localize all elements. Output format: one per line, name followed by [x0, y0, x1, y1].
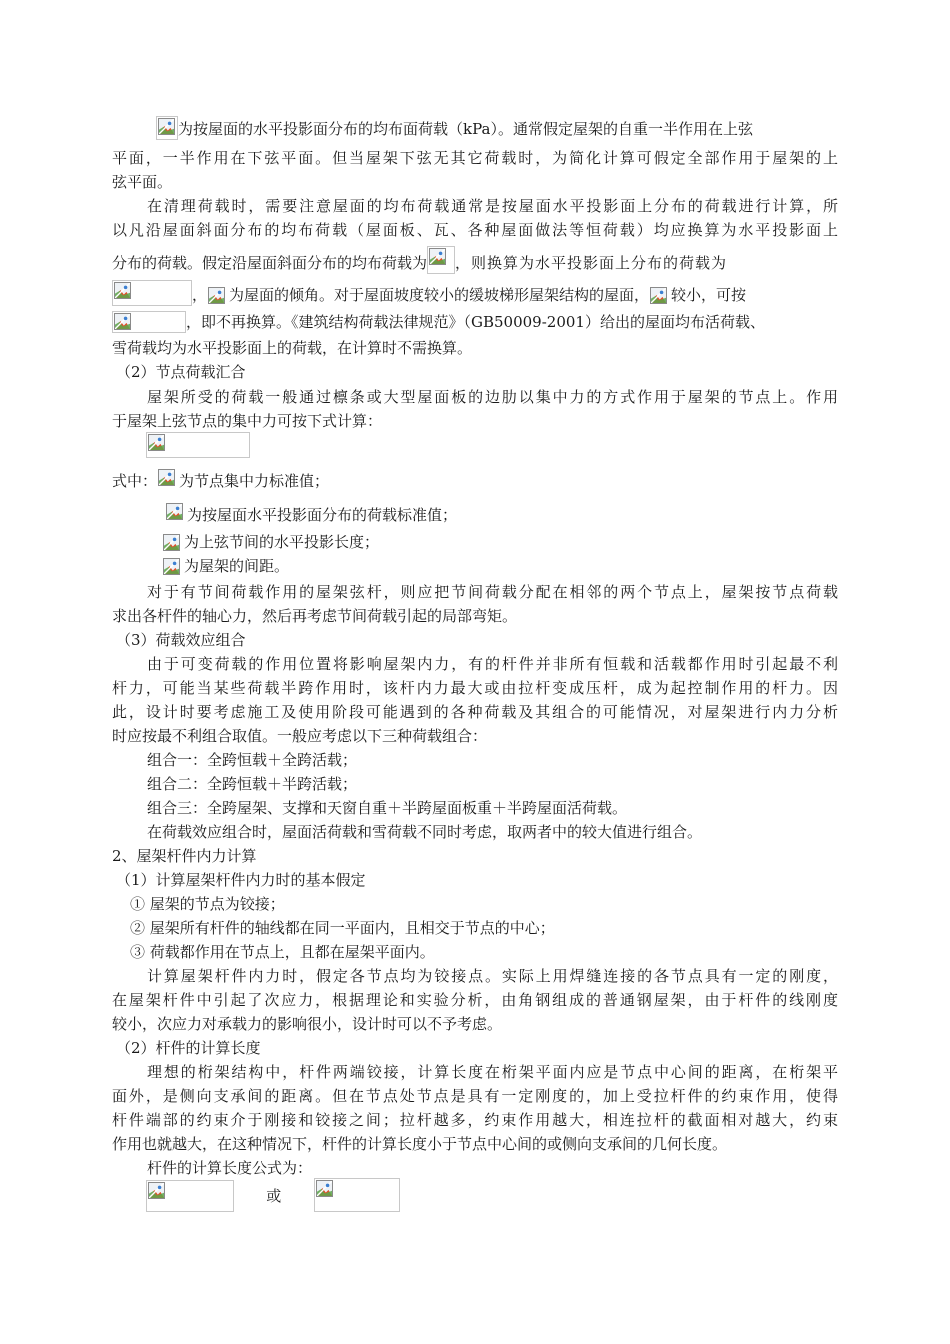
- text-line: 计算屋架杆件内力时，假定各节点均为铰接点。实际上用焊缝连接的各节点具有一定的刚度，: [147, 967, 838, 985]
- broken-image-icon: [157, 468, 179, 492]
- text-line: 在屋架杆件中引起了次应力，根据理论和实验分析，由角钢组成的普通钢屋架，由于杆件的线刚度: [112, 991, 838, 1009]
- text-line: 为按屋面的水平投影面分布的均布面荷载（kPa）。通常假定屋架的自重一半作用在上弦: [156, 116, 753, 140]
- broken-image-icon: [112, 280, 192, 306]
- text-line: 作用也就越大，在这种情况下，杆件的计算长度小于节点中心间的或侧向支承间的几何长度。: [112, 1135, 728, 1153]
- text-line: 为屋架的间距。: [162, 554, 289, 578]
- section-heading: （2）节点荷载汇合: [116, 363, 246, 381]
- text-line: 面外，是侧向支承间的距离。但在节点处节点是具有一定刚度的，加上受拉杆件的约束作用，使得: [112, 1087, 838, 1105]
- or-label: 或: [266, 1187, 282, 1205]
- broken-image-icon: [314, 1178, 400, 1212]
- list-item: ② 屋架所有杆件的轴线都在同一平面内，且相交于节点的中心；: [130, 919, 555, 937]
- text-line: 求出各杆件的轴心力，然后再考虑节间荷载引起的局部弯矩。: [112, 607, 518, 625]
- text-line: 分布的荷载。假定沿屋面斜面分布的均布荷载为 ，则换算为水平投影面上分布的荷载为: [112, 246, 727, 270]
- text-line: 此，设计时要考虑施工及使用阶段可能遇到的各种荷载及其组合的可能情况，对屋架进行内力分析: [112, 703, 838, 721]
- broken-image-icon: [156, 116, 178, 140]
- broken-image-icon: [162, 533, 184, 553]
- broken-image-icon: [162, 557, 184, 577]
- text-line: 由于可变荷载的作用位置将影响屋架内力，有的杆件并非所有恒载和活载都作用时引起最不利: [147, 655, 838, 673]
- list-item: 组合二：全跨恒载＋半跨活载；: [147, 775, 358, 793]
- text-line: 杆力，可能当某些荷载半跨作用时，该杆内力最大或由拉杆变成压杆，成为起控制作用的杆力。因: [112, 679, 838, 697]
- text-line: 平面，一半作用在下弦平面。但当屋架下弦无其它荷载时，为简化计算可假定全部作用于屋架的上: [112, 149, 838, 167]
- section-heading: （3）荷载效应组合: [116, 631, 246, 649]
- text-line: 较小，次应力对承载力的影响很小，设计时可以不予考虑。: [112, 1015, 503, 1033]
- broken-image-icon: [649, 286, 671, 306]
- formula-row: [146, 1178, 400, 1214]
- formula-image: [146, 432, 250, 460]
- broken-image-icon: [146, 432, 250, 458]
- section-heading: 2、屋架杆件内力计算: [112, 847, 257, 865]
- text-line: 在荷载效应组合时，屋面活荷载和雪荷载不同时考虑，取两者中的较大值进行组合。: [147, 823, 703, 841]
- text-line: 以凡沿屋面斜面分布的均布荷载（屋面板、瓦、各种屋面做法等恒荷载）均应换算为水平投影面上: [112, 221, 838, 239]
- section-heading: （2）杆件的计算长度: [116, 1039, 261, 1057]
- text-line: ， 为屋面的倾角。对于屋面坡度较小的缓坡梯形屋架结构的屋面， 较小，可按: [112, 280, 746, 304]
- text-line: 理想的桁架结构中，杆件两端铰接，计算长度在桁架平面内应是节点中心间的距离，在桁架平: [147, 1063, 838, 1081]
- text-line: 弦平面。: [112, 173, 173, 191]
- text-line: 杆件的计算长度公式为：: [147, 1159, 313, 1177]
- text-line: 杆件端部的约束介于刚接和铰接之间；拉杆越多，约束作用越大，相连拉杆的截面相对越大，约束: [112, 1111, 838, 1129]
- text-line: 为上弦节间的水平投影长度；: [162, 530, 379, 554]
- text-line: 于屋架上弦节点的集中力可按下式计算：: [112, 412, 383, 430]
- list-item: ① 屋架的节点为铰接；: [130, 895, 285, 913]
- section-heading: （1）计算屋架杆件内力时的基本假定: [116, 871, 366, 889]
- text-line: ，即不再换算。《建筑结构荷载法律规范》（GB50009-2001）给出的屋面均布活荷载、: [112, 310, 765, 334]
- broken-image-icon: [112, 311, 186, 333]
- broken-image-icon: [207, 286, 229, 306]
- list-item: ③ 荷载都作用在节点上，且都在屋架平面内。: [130, 943, 435, 961]
- text-line: 时应按最不利组合取值。一般应考虑以下三种荷载组合：: [112, 727, 488, 745]
- list-item: 组合三：全跨屋架、支撑和天窗自重＋半跨屋面板重＋半跨屋面活荷载。: [147, 799, 628, 817]
- broken-image-icon: [146, 1180, 234, 1212]
- broken-image-icon: [165, 502, 187, 526]
- text-line: 对于有节间荷载作用的屋架弦杆，则应把节间荷载分配在相邻的两个节点上，屋架按节点荷载: [147, 583, 838, 601]
- text-line: 在清理荷载时，需要注意屋面的均布荷载通常是按屋面水平投影面上分布的荷载进行计算，所: [147, 197, 838, 215]
- text-line: 雪荷载均为水平投影面上的荷载，在计算时不需换算。: [112, 339, 473, 357]
- broken-image-icon: [427, 246, 455, 274]
- list-item: 组合一：全跨恒载＋全跨活载；: [147, 751, 358, 769]
- text-line: 屋架所受的荷载一般通过檩条或大型屋面板的边肋以集中力的方式作用于屋架的节点上。作用: [147, 388, 838, 406]
- text-line: 式中： 为节点集中力标准值；: [112, 468, 329, 492]
- text-line: 为按屋面水平投影面分布的荷载标准值；: [165, 502, 457, 526]
